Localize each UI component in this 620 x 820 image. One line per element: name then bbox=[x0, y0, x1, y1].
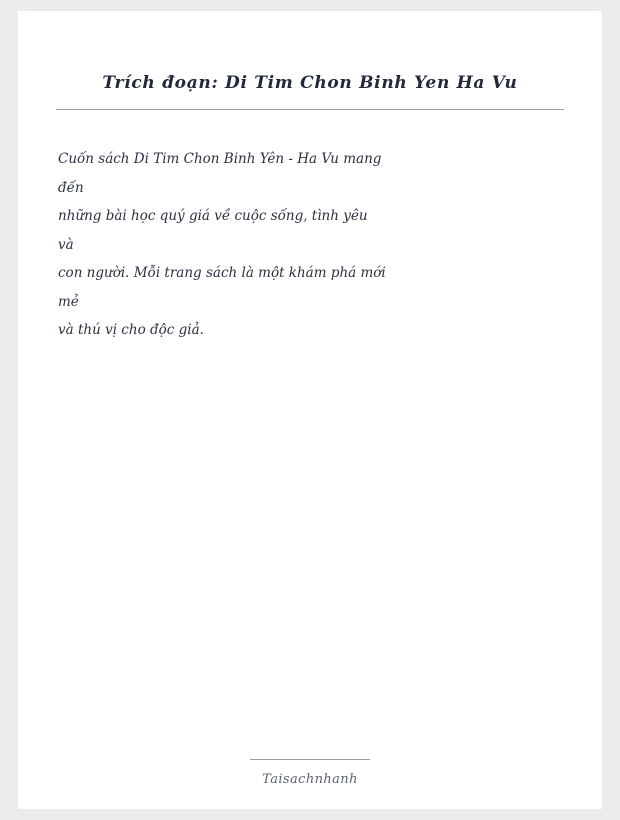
body-line: những bài học quý giá về cuộc sống, tình yêu bbox=[58, 208, 368, 224]
footer-divider bbox=[250, 759, 370, 760]
body-line: và thú vị cho độc giả. bbox=[58, 322, 204, 338]
document-body bbox=[58, 145, 528, 345]
document-page bbox=[18, 11, 602, 809]
title-divider bbox=[56, 109, 564, 110]
body-line: Cuốn sách Di Tim Chon Binh Yên - Ha Vu mang bbox=[58, 151, 382, 167]
page-footer bbox=[18, 759, 602, 787]
body-line: mẻ bbox=[58, 293, 79, 310]
page-title: Trích đoạn: Di Tim Chon Binh Yen Ha Vu bbox=[102, 73, 518, 93]
footer-attribution: Taisachnhanh bbox=[262, 772, 358, 787]
body-line: và bbox=[58, 236, 74, 253]
body-line: đến bbox=[58, 179, 84, 196]
body-line: con người. Mỗi trang sách là một khám phá mới bbox=[58, 265, 386, 281]
